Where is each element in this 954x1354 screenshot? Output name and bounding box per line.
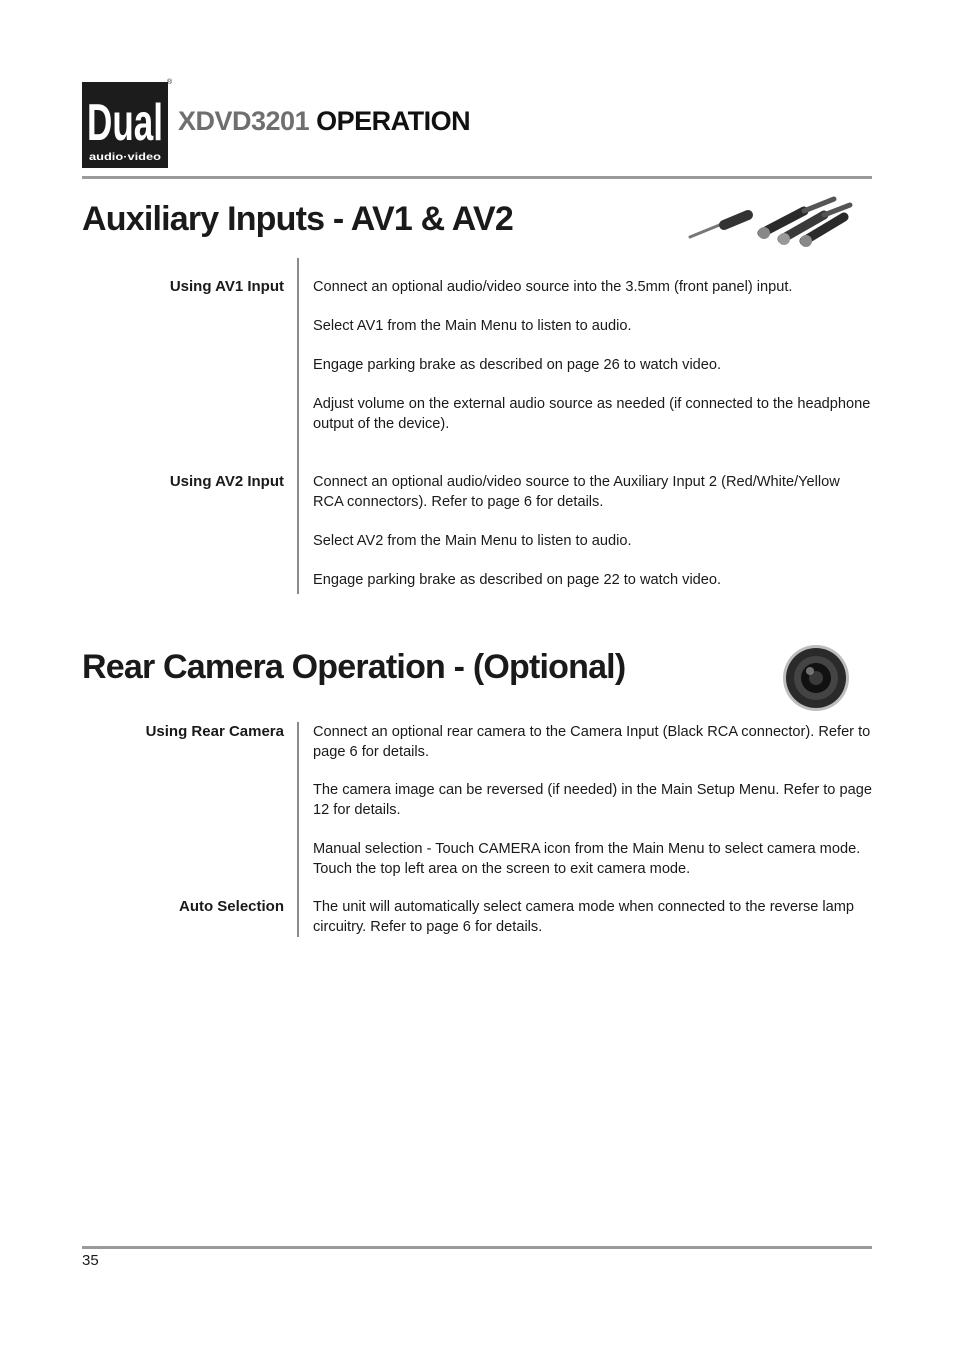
footer-divider — [82, 1246, 872, 1249]
paragraph: Connect an optional rear camera to the Camera Input (Black RCA connector). Refer to page 6 for details. — [313, 724, 871, 760]
paragraph: Select AV2 from the Main Menu to listen to audio. — [313, 533, 632, 549]
svg-text:audio·video: audio·video — [89, 152, 161, 163]
dual-logo — [82, 82, 168, 168]
page-header-title — [178, 106, 470, 137]
paragraph: The unit will automatically select camera mode when connected to the reverse lamp circuitry. Refer to page 6 for details. — [313, 899, 855, 935]
paragraph: Connect an optional audio/video source to the Auxiliary Input 2 (Red/White/Yellow RCA connectors). Refer to page 6 for details. — [313, 474, 840, 510]
label-using-av1-input: Using AV1 Input — [169, 278, 284, 295]
model-number: XDVD3201 — [178, 106, 310, 136]
paragraph: Connect an optional audio/video source into the 3.5mm (front panel) input. — [313, 279, 793, 295]
page-number: 35 — [82, 1252, 99, 1269]
paragraph: Select AV1 from the Main Menu to listen to audio. — [313, 318, 632, 334]
paragraph: Engage parking brake as described on page 26 to watch video. — [313, 357, 722, 373]
paragraph: Adjust volume on the external audio source as needed (if connected to the headphone output of the device). — [313, 396, 871, 432]
label-auto-selection: Auto Selection — [178, 898, 284, 915]
header-operation: OPERATION — [316, 106, 471, 136]
section-2-divider — [297, 722, 299, 937]
registered-mark: ® — [167, 79, 173, 86]
rca-cables-icon — [684, 193, 852, 249]
svg-text:Dual: Dual — [87, 94, 163, 152]
paragraph: The camera image can be reversed (if needed) in the Main Setup Menu. Refer to page 12 for details. — [313, 782, 872, 818]
paragraph: Engage parking brake as described on page 22 to watch video. — [313, 572, 722, 588]
paragraph: Manual selection - Touch CAMERA icon from the Main Menu to select camera mode. Touch the top left area on the screen to exit camera mode. — [313, 841, 861, 877]
section-title-auxiliary-inputs: Auxiliary Inputs - AV1 & AV2 — [82, 200, 514, 238]
header-divider — [82, 176, 872, 179]
label-using-rear-camera: Using Rear Camera — [145, 723, 284, 740]
label-using-av2-input: Using AV2 Input — [169, 473, 284, 490]
camera-lens-icon — [782, 644, 850, 712]
section-title-rear-camera: Rear Camera Operation - (Optional) — [82, 648, 626, 686]
section-1-divider — [297, 258, 299, 594]
